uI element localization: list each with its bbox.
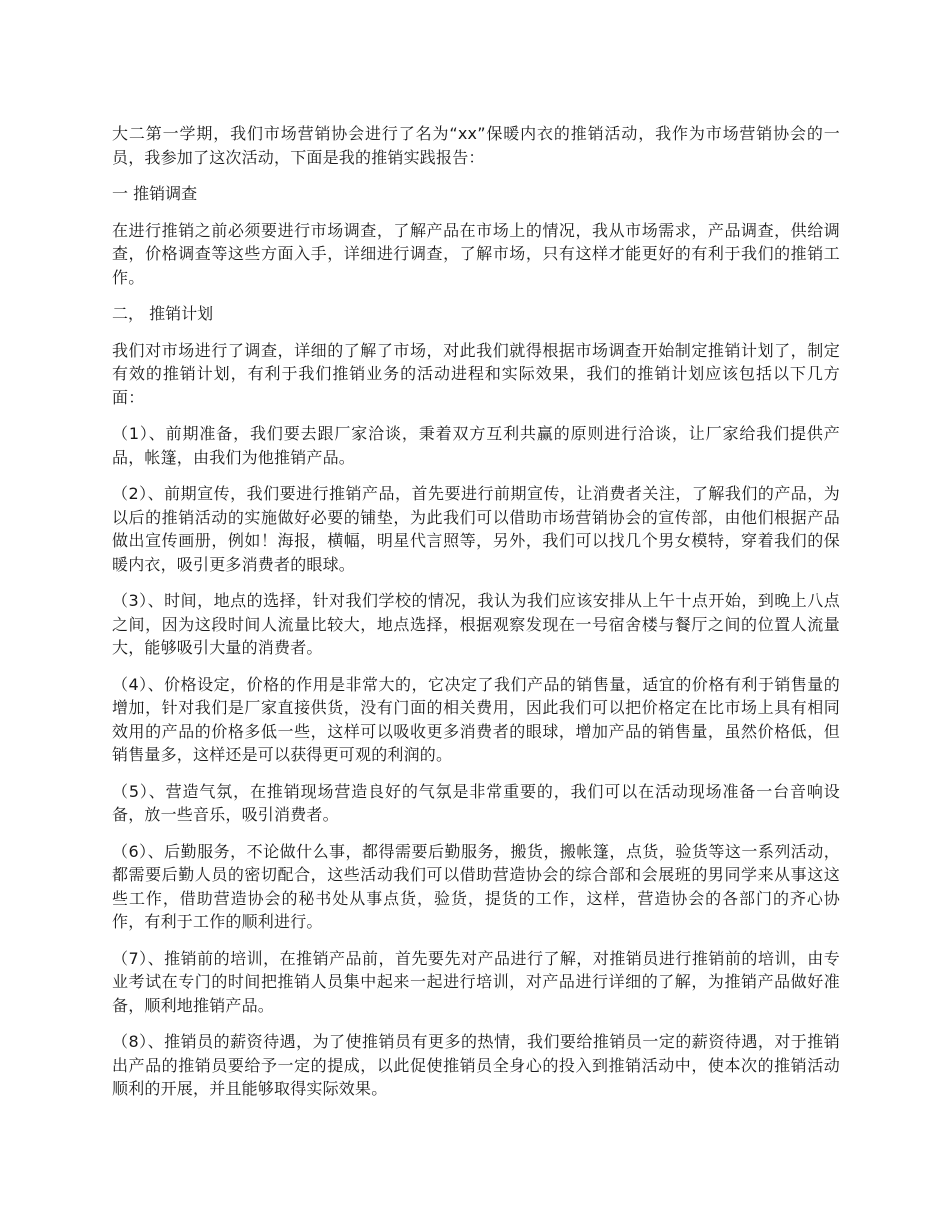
survey-paragraph: 在进行推销之前必须要进行市场调查，了解产品在市场上的情况，我从市场需求，产品调查，供给调查，价格调查等这些方面入手，详细进行调查，了解市场，只有这样才能更好的有利于我们的推销工作。 <box>112 220 840 287</box>
plan-item-3: （3）、时间，地点的选择，针对我们学校的情况，我认为我们应该安排从上午十点开始，到晚上八点之间，因为这段时间人流量比较大，地点选择，根据观察发现在一号宿舍楼与餐厅之间的位置人流量大，能够吸引大量的消费者。 <box>112 591 840 657</box>
plan-item-8: （8）、推销员的薪资待遇，为了使推销员有更多的热情，我们要给推销员一定的薪资待遇，对于推销出产品的推销员要给予一定的提成，以此促使推销员全身心的投入到推销活动中，使本次的推销活动顺利的开展，并且能够取得实际效果。 <box>112 1032 840 1098</box>
plan-item-7: （7）、推销前的培训，在推销产品前，首先要先对产品进行了解，对推销员进行推销前的培训，由专业考试在专门的时间把推销人员集中起来一起进行培训，对产品进行详细的了解，为推销产品做好准备，顺利地推销产品。 <box>112 948 840 1015</box>
plan-paragraph: 我们对市场进行了调查，详细的了解了市场，对此我们就得根据市场调查开始制定推销计划了，制定有效的推销计划，有利于我们推销业务的活动进程和实际效果，我们的推销计划应该包括以下几方面： <box>112 340 840 407</box>
section-heading-survey: 一 推销调查 <box>112 184 198 203</box>
document-page <box>112 122 840 1114</box>
plan-item-5: （5）、营造气氛，在推销现场营造良好的气氛是非常重要的，我们可以在活动现场准备一台音响设备，放一些音乐，吸引消费者。 <box>112 781 840 824</box>
intro-paragraph: 大二第一学期，我们市场营销协会进行了名为“xx”保暖内衣的推销活动，我作为市场营销协会的一员，我参加了这次活动，下面是我的推销实践报告： <box>112 124 840 167</box>
plan-item-4: （4）、价格设定，价格的作用是非常大的，它决定了我们产品的销售量，适宜的价格有利于销售量的增加，针对我们是厂家直接供货，没有门面的相关费用，因此我们可以把价格定在比市场上具有相同效用的产品的价格多低一些，这样可以吸收更多消费者的眼球，增加产品的销售量，虽然价格低，但销售量多，这样还是可以获得更可观的利润的。 <box>112 674 840 764</box>
plan-item-2: （2）、前期宣传，我们要进行推销产品，首先要进行前期宣传，让消费者关注，了解我们的产品，为以后的推销活动的实施做好必要的铺垫，为此我们可以借助市场营销协会的宣传部，由他们根据产品做出宣传画册，例如！海报，横幅，明星代言照等，另外，我们可以找几个男女模特，穿着我们的保暖内衣，吸引更多消费者的眼球。 <box>112 484 840 574</box>
section-heading-plan: 二， 推销计划 <box>112 304 214 323</box>
plan-item-1: （1）、前期准备，我们要去跟厂家洽谈，秉着双方互利共赢的原则进行洽谈，让厂家给我们提供产品，帐篷，由我们为他推销产品。 <box>112 424 840 467</box>
plan-item-6: （6）、后勤服务，不论做什么事，都得需要后勤服务，搬货，搬帐篷，点货，验货等这一系列活动，都需要后勤人员的密切配合，这些活动我们可以借助营造协会的综合部和会展班的男同学来从事这这些工作，借助营造协会的秘书处从事点货，验货，提货的工作，这样，营造协会的各部门的齐心协作，有利于工作的顺利进行。 <box>112 841 840 931</box>
